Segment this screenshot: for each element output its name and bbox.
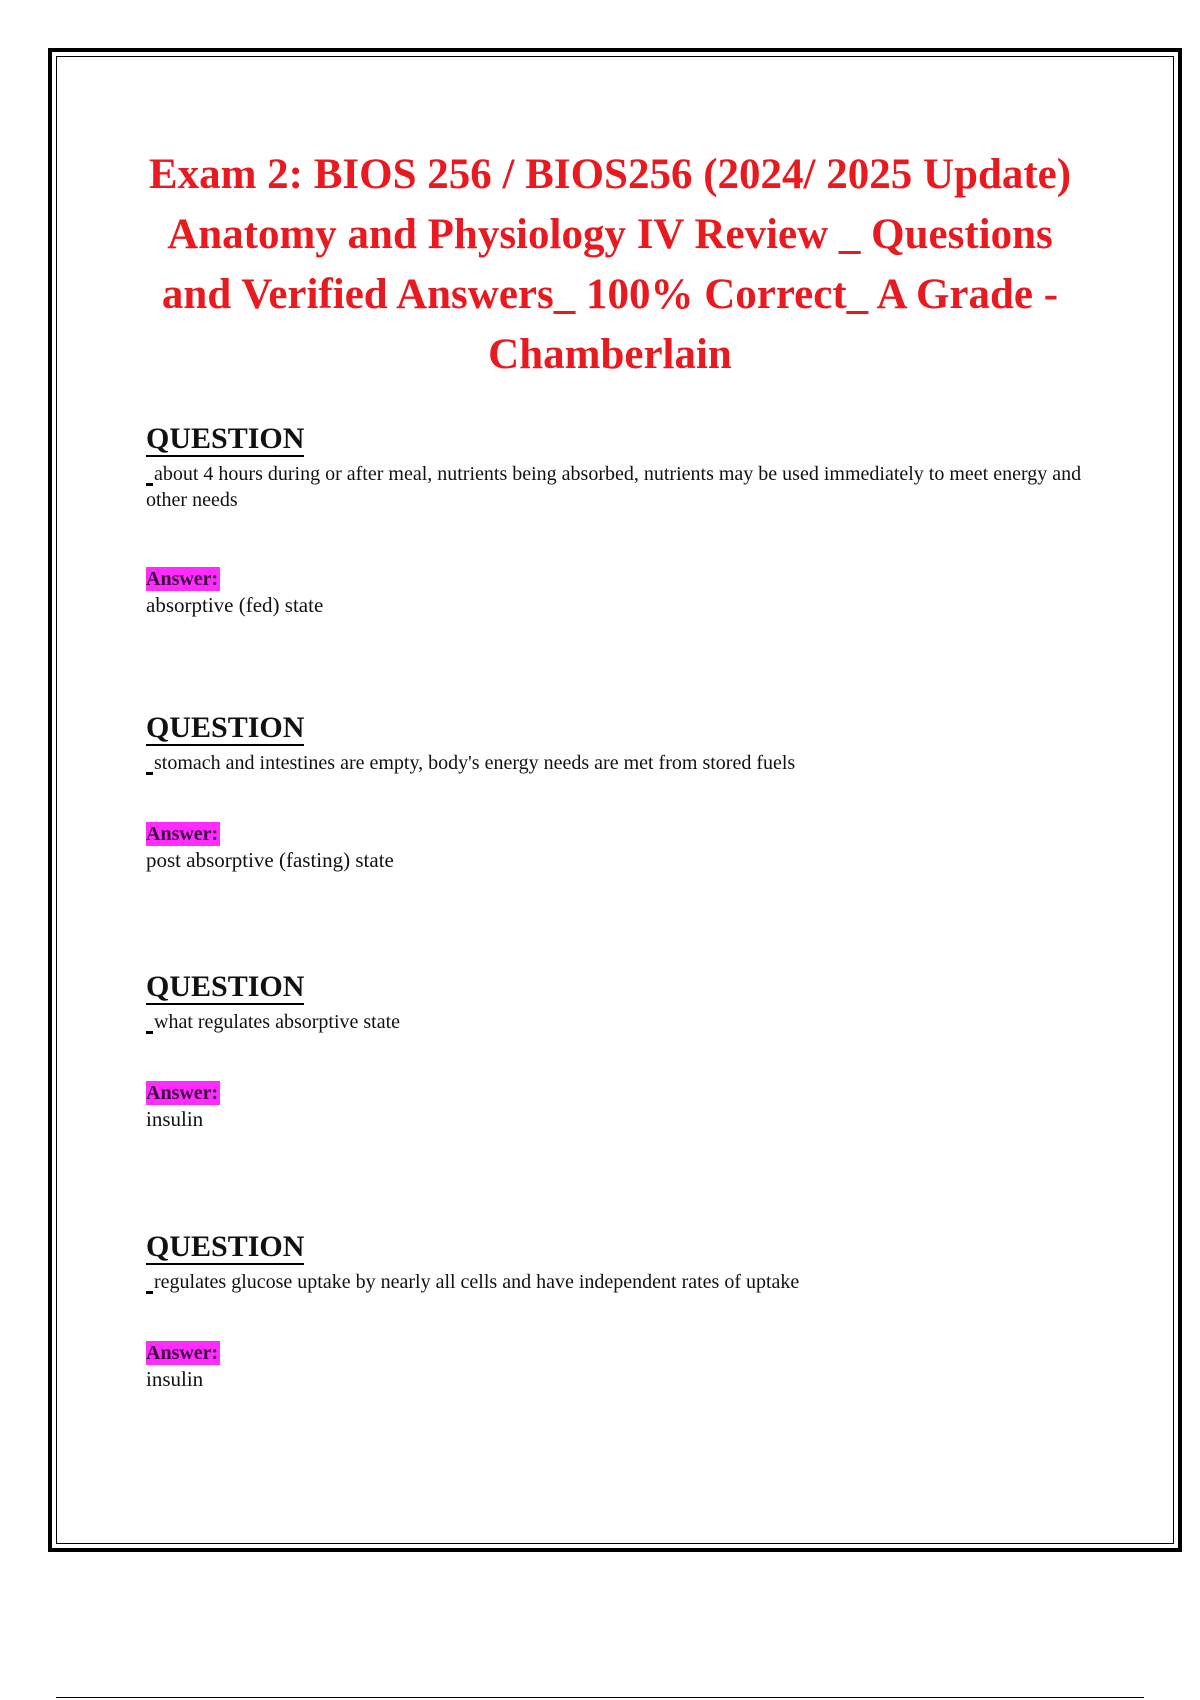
answer-label: Answer: bbox=[146, 1342, 219, 1364]
document-title: Exam 2: BIOS 256 / BIOS256 (2024/ 2025 Update) Anatomy and Physiology IV Review _ Questions and Verified Answers_ 100% Correct_ A Grade -Chamberlain bbox=[148, 151, 1072, 378]
qa-item-3 bbox=[146, 971, 1096, 1133]
question-text bbox=[146, 750, 1096, 776]
question-text bbox=[146, 1269, 1096, 1295]
question-marker bbox=[146, 483, 153, 486]
answer-label: Answer: bbox=[146, 823, 219, 845]
question-text-content: regulates glucose uptake by nearly all cells and have independent rates of uptake bbox=[154, 1271, 800, 1293]
question-text bbox=[146, 1009, 1096, 1035]
answer-label: Answer: bbox=[146, 568, 219, 590]
question-text-content: what regulates absorptive state bbox=[154, 1011, 401, 1033]
answer-label: Answer: bbox=[146, 1082, 219, 1104]
question-marker bbox=[146, 1291, 153, 1294]
question-text-content: about 4 hours during or after meal, nutrients being absorbed, nutrients may be used immediately to meet energy and other needs bbox=[146, 463, 1082, 511]
question-heading: QUESTION bbox=[146, 1230, 305, 1263]
question-heading: QUESTION bbox=[146, 711, 305, 744]
question-heading: QUESTION bbox=[146, 970, 305, 1003]
qa-item-4 bbox=[146, 1231, 1096, 1393]
question-heading: QUESTION bbox=[146, 422, 305, 455]
qa-item-1 bbox=[146, 423, 1096, 619]
answer-text: insulin bbox=[146, 1367, 204, 1391]
question-marker bbox=[146, 772, 153, 775]
question-marker bbox=[146, 1031, 153, 1034]
question-text bbox=[146, 461, 1096, 513]
answer-text: post absorptive (fasting) state bbox=[146, 848, 394, 872]
answer-text: insulin bbox=[146, 1107, 204, 1131]
answer-text: absorptive (fed) state bbox=[146, 593, 324, 617]
question-text-content: stomach and intestines are empty, body's energy needs are met from stored fuels bbox=[154, 752, 796, 774]
qa-item-2 bbox=[146, 712, 1096, 874]
footer-rule bbox=[56, 1697, 1144, 1698]
